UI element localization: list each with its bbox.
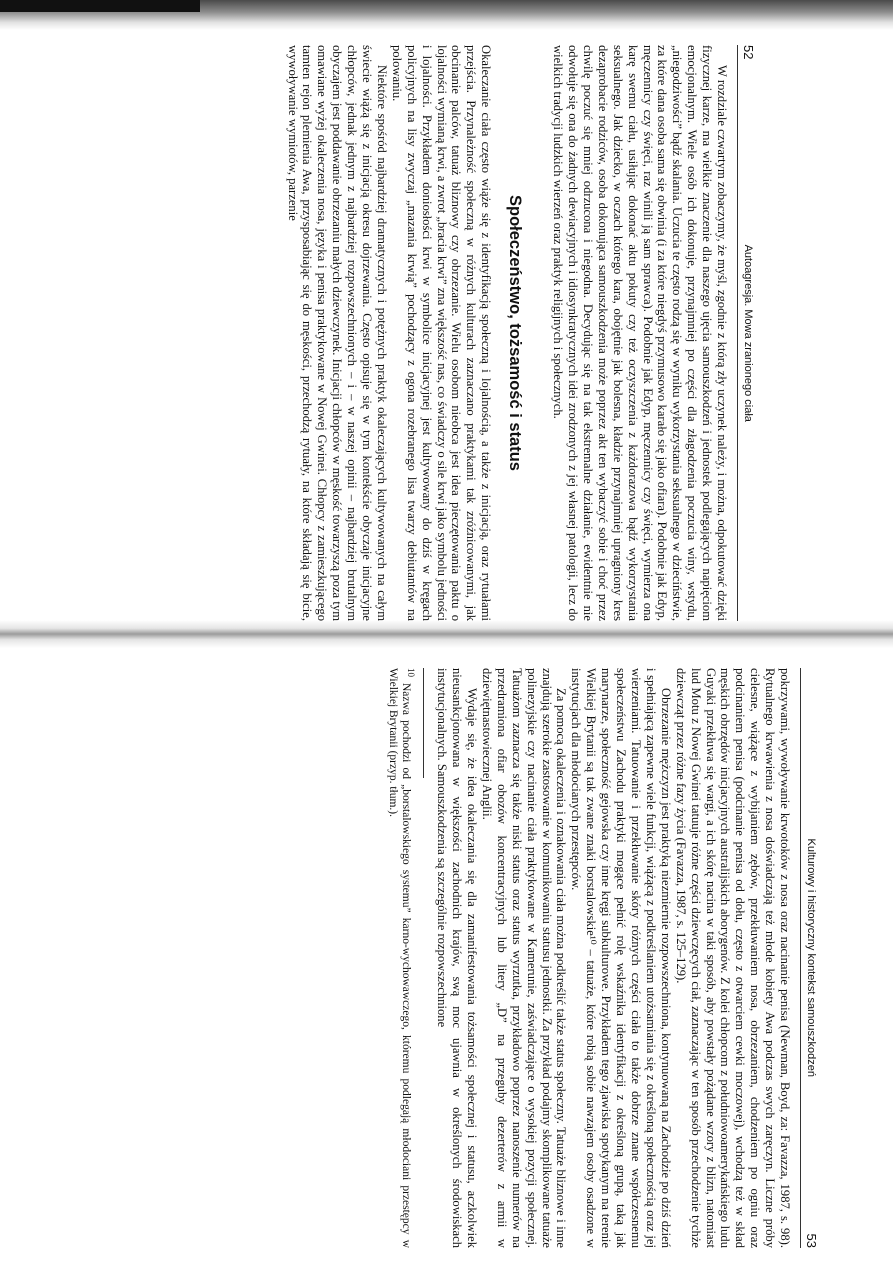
body-paragraph: Wydaje się, że idea okaleczania się dla zamanifestowania tożsamości społecznej i statusu, aczkolwiek nieusankcjonowana w większości zachodnich krajów, swą moc ujawnia w określonych środowiskach instytucjonalnych. Samouszkodzenia są szczególnie rozpowszechnione [435,668,480,1248]
book-page-left [90,45,755,621]
body-paragraph: Niektóre spośród najbardziej dramatycznych i potężnych praktyk okaleczających kultywowanych na całym świecie wiążą się z inicjacją okresu dojrzewania. Często opisuje się w tym kontekście obyczaje inicjacyjne chłopców, jednak jednym z najbardziej rozpowszechnionych – i – w naszej opinii – najbardziej brutalnym obyczajem jest poddawanie obrzezaniu małych dziewczynek. Inicjacji chłopców w męskość towarzyszą poza tym omawiane wyżej okaleczenia nosa, języka i penisa praktykowane w Nowej Gwinei. Chłopcy z zamieszkującego tamten rejon plemienia Awa, przysposabiając się do męskości, przechodzą rytuały, na które składają się bicie, wywoływanie wymiotów, parzenie [285,45,389,621]
page-number: 53 [804,1233,819,1248]
page-number: 52 [741,45,756,60]
book-page-right [90,668,818,1248]
body-paragraph: W rozdziale czwartym zobaczymy, że myśl, zgodnie z którą zły uczynek należy, i można, odpokutować dzięki fizycznej karze, ma wielkie znaczenie dla naszego ujęcia samouszkodzeń i jednostek podlegających napięciom emocjonalnym. Wiele osób ich dokonuje, przynajmniej po części dla złagodzenia poczucia winy, wstydu, „niegodziwości” bądź skalania. Uczucia te często rodzą się w wyniku wykorzystania seksualnego w dzieciństwie, za które dana osoba sama się obwinia (i za które niegdyś przymusowo karało się jako ofiara). Podobnie jak Edyp, męczennicy czy święci, raz winili ją sam sprawca). Podobnie jak Edyp, męczennicy czy święci, wymierza ona karę swemu ciału, usiłując dokonać aktu pokuty czy też oczyszczenia z każdorazowa bądź wykorzystania seksualnego. Jak dziecko, w oczach którego kara, obojętnie jak bolesna, kładzie przynajmniej upragniony kres dezaprobacie rodziców, osoba dokonująca samouszkodzenia może poprzez akt ten wybaczyć sobie i choć przez chwilę poczuć się mniej odrzucona i niegodna. Decydując się na tak ekstremalne działanie, ewidentnie nie odwołuje się ona do żadnych dewiacyjnych i idiosynkratycznych idei zrodzonych z jej własnej patologii, lecz do wielkich tradycji ludzkich wierzeń oraz praktyk religijnych i społecznych. [551,45,730,621]
scan-shadow-corner [0,0,200,12]
footnote-number: 10 [406,668,417,677]
footnote-text: Nazwa pochodzi od „borstalowskiego systemu” karno-wychowawczego, któremu podlegają młodociani przestępcy w Wielkiej Brytanii (przyp. tłum.). [386,668,413,1248]
body-paragraph: Za pomocą okaleczenia i oznakowania ciała można podkreślić także status społeczny. Tatuaże bliznowe i inne znajdują szerokie zastosowanie w komunikowaniu statusu jednostki. Za przykład podajmy skomplikowane tatuaże polinezyjskie czy nacinanie ciała praktykowane w Kamerunie, zaświadczające o wysokiej pozycji społecznej. Tatuażom zaznacza się także niski status oraz status wyrzutka, przykładowo poprzez nanoszenie numerów na przedramiona ofiar obozów koncentracyjnych lub litery „D” na przeguby dezerterów z armii w dziewiętnastowiecznej Anglii. [479,668,569,1248]
running-head-title: Kulturowy i historyczny kontekst samouszkodzeń [805,838,817,1077]
book-spine-shadow [0,620,893,648]
body-paragraph: pokrzywami, wywoływanie krwotoków z nosa oraz nacinanie penisa (Newman, Boyd, za: Favazza, 1987, s. 98). Rytualnego krwawienia z nosa doświadczają też młode kobiety Awa podczas swych zaręczyn. Liczne próby cielesne, wiążące z wybijaniem zębów, przekłuwaniem nosa, obrzezaniem, chodzeniem po ogniu oraz podcinaniem penisa (podcinanie penisa od dołu, często z otwarciem cewki moczowej), wchodzą też w skład męskich obrzędów inicjacyjnych australijskich aborygenów. Z kolei chłopcom z południowoamerykańskiego ludu Guyaki przekłuwa się wargi, a ich skórę nacina w taki sposób, aby powstały pożądane wzory z blizn, natomiast lud Motu z Nowej Gwinei tatuuje różne części dziewczęcych ciał, zaznaczając w ten sposób przechodzenie tychże dziewcząt przez różne fazy życia (Favazza, 1987, s. 125–129). [673,668,793,1248]
running-header [737,45,755,621]
running-head-title: Autoagresja. Mowa zranionego ciała [742,244,754,422]
footnote-divider [423,668,424,778]
section-heading: Społeczeństwo, tożsamość i status [506,195,525,471]
footnote [386,668,419,1248]
running-header [800,668,818,1248]
body-paragraph: Obrzezanie mężczyzn jest praktyką niezmiernie rozpowszechniona, kontynuowaną na Zachodzie po dziś dzień i spełniającą zapewne wiele funkcji, wiążącą z podkreślaniem utożsamiania się z określoną społecznością oraz jej wierzeniami. Tatuowanie i przekłuwanie skóry różnych części ciała to także dobrze znane współczesnemu społeczeństwu Zachodu praktyki mogące pełnić rolę wskaźnika identyfikacji z określoną grupą, taką jak marynarze, społeczność gejowska czy inne kręgi subkulturowe. Przykładem tego zjawiska spotykanym na terenie Wielkiej Brytanii są tak zwane znaki borstalowskie¹⁰ – tatuaże, które robią sobie nawzajem osoby osadzone w instytucjach dla młodocianych przestępców. [569,668,673,1248]
body-paragraph: Okaleczanie ciała często wiąże się z identyfikacją społeczną i lojalnością, a także z inicjacją, oraz rytuałami przejścia. Przynależność społeczną w różnych kulturach zaznaczano praktykami tak zróżnicowanymi, jak obcinanie palców, tatuaż bliznowy czy obrzezanie. Wielu osobom nieobca jest idea pieczętowania paktu o lojalności wymianą krwi, a zwrot „bracia krwi” zna większość nas, co świadczy o sile krwi jako symbolu jedności i lojalności. Przykładem doniosłości krwi w symbolice inicjacyjnej jest kultywowany do dziś w kręgach policyjnych na lisy zwyczaj „mazania krwią” pochodzący z ogona rozebranego lisa twarzy debiutantów na polowaniu. [389,45,494,621]
